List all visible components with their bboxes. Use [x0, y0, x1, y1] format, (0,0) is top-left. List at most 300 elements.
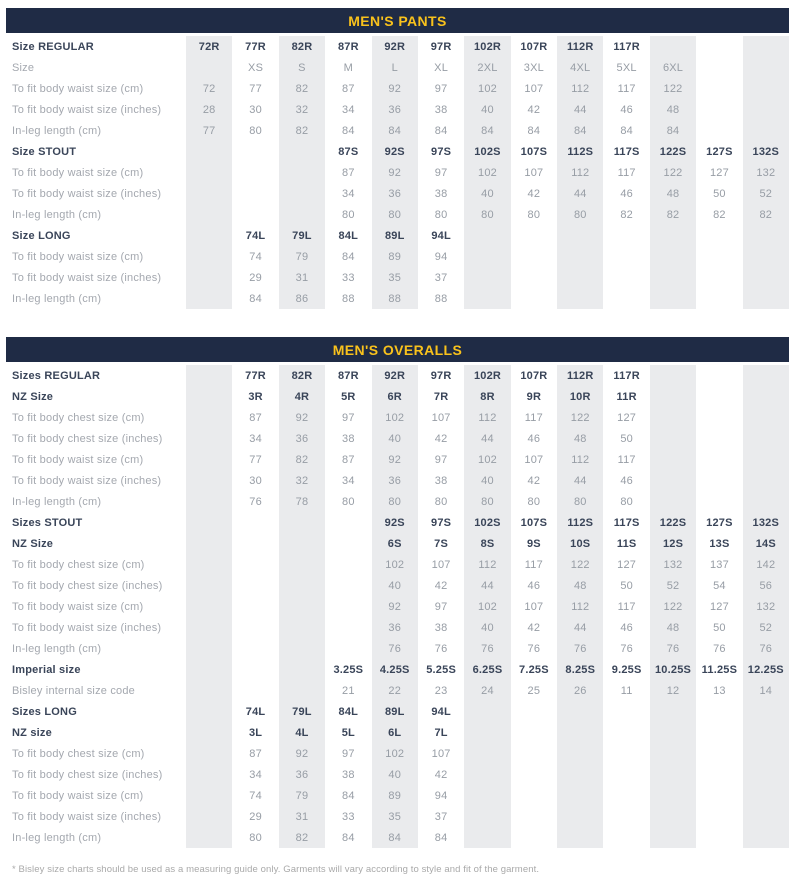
table-cell: 76 — [620, 642, 633, 655]
table-cell: 38 — [342, 432, 355, 445]
table-cell — [232, 617, 278, 638]
table-cell — [279, 575, 325, 596]
table-cell: 88 — [372, 288, 418, 309]
table-cell: 40 — [372, 428, 418, 449]
table-cell: 84 — [434, 124, 448, 137]
table-cell: 107 — [431, 411, 451, 424]
table-cell: 22 — [372, 680, 418, 701]
table-cell: 6L — [372, 722, 418, 743]
table-row — [6, 722, 789, 743]
table-cell: 77 — [249, 453, 262, 466]
table-cell: 76 — [557, 638, 603, 659]
row-label: To fit body waist size (cm) — [6, 162, 186, 183]
table-cell: 122 — [557, 407, 603, 428]
table-cell — [186, 246, 232, 267]
table-cell: 112R — [557, 36, 603, 57]
table-cell: 112 — [557, 596, 603, 617]
table-cell: 122S — [650, 512, 696, 533]
table-cell — [696, 743, 742, 764]
table-cell: 76 — [464, 638, 510, 659]
row-label: NZ Size — [6, 386, 186, 407]
table-cell — [186, 617, 232, 638]
table-cell — [232, 575, 278, 596]
table-cell: 38 — [434, 621, 448, 634]
row-label: Size REGULAR — [6, 36, 186, 57]
table-cell — [743, 36, 789, 57]
table-cell: 84 — [342, 124, 355, 137]
table-cell — [279, 659, 325, 680]
table-row — [6, 162, 789, 183]
table-cell: 76 — [650, 638, 696, 659]
table-cell: 25 — [527, 684, 541, 697]
table-cell: 87 — [342, 453, 355, 466]
row-label: In-leg length (cm) — [6, 204, 186, 225]
table-cell — [603, 722, 649, 743]
table-cell: 11.25S — [701, 663, 738, 676]
table-row — [6, 99, 789, 120]
table-cell — [279, 204, 325, 225]
table-cell: 11S — [616, 537, 637, 550]
table-row — [6, 246, 789, 267]
table-cell — [557, 827, 603, 848]
table-cell: 97 — [342, 747, 355, 760]
table-title: MEN'S OVERALLS — [332, 341, 463, 358]
table-cell: 84 — [527, 124, 541, 137]
table-cell — [464, 225, 510, 246]
table-cell: 14S — [743, 533, 789, 554]
table-cell — [325, 512, 371, 533]
table-cell: 132 — [743, 596, 789, 617]
table-cell — [232, 141, 278, 162]
table-cell: 117 — [617, 82, 636, 95]
table-cell: 30 — [249, 474, 262, 487]
table-cell — [743, 827, 789, 848]
table-cell — [557, 246, 603, 267]
table-cell — [743, 743, 789, 764]
table-cell: 107 — [431, 558, 451, 571]
table-cell: 52 — [743, 183, 789, 204]
table-cell: 38 — [434, 103, 448, 116]
table-cell: 44 — [557, 99, 603, 120]
table-cell: 80 — [557, 204, 603, 225]
table-cell — [650, 225, 696, 246]
table-cell — [186, 680, 232, 701]
table-cell: 84L — [338, 705, 359, 718]
table-cell: 31 — [279, 267, 325, 288]
table-cell — [650, 785, 696, 806]
table-cell — [464, 288, 510, 309]
table-cell: 79L — [279, 701, 325, 722]
table-cell: 76 — [249, 495, 262, 508]
table-cell — [186, 491, 232, 512]
table-cell — [186, 204, 232, 225]
table-cell — [186, 554, 232, 575]
table-cell: 35 — [372, 806, 418, 827]
table-cell: 80 — [249, 831, 262, 844]
table-cell: 30 — [249, 103, 262, 116]
table-cell: S — [279, 57, 325, 78]
table-cell — [232, 680, 278, 701]
table-cell: L — [372, 57, 418, 78]
table-cell — [696, 428, 742, 449]
table-cell — [464, 764, 510, 785]
table-cell: 80 — [249, 124, 262, 137]
table-cell: 80 — [342, 495, 355, 508]
table-row — [6, 225, 789, 246]
table-cell: 102 — [464, 78, 510, 99]
table-cell — [232, 638, 278, 659]
table-cell: 127S — [706, 145, 733, 158]
table-cell — [603, 785, 649, 806]
table-cell — [696, 722, 742, 743]
table-cell: 40 — [464, 617, 510, 638]
table-cell — [650, 491, 696, 512]
row-label: NZ Size — [6, 533, 186, 554]
table-row — [6, 120, 789, 141]
table-cell: 46 — [620, 621, 633, 634]
table-cell: 76 — [713, 642, 726, 655]
table-cell — [511, 827, 557, 848]
table-cell — [743, 491, 789, 512]
table-cell: 32 — [279, 470, 325, 491]
table-cell: 87 — [342, 82, 355, 95]
table-cell: 127S — [706, 516, 733, 529]
table-cell: 8.25S — [557, 659, 603, 680]
table-cell: 127 — [709, 600, 729, 613]
table-cell — [325, 575, 371, 596]
table-cell: 82 — [620, 208, 633, 221]
table-cell — [186, 722, 232, 743]
table-cell: 117R — [613, 369, 640, 382]
row-label: Imperial size — [6, 659, 186, 680]
table-cell — [186, 785, 232, 806]
table-cell — [511, 806, 557, 827]
row-label: To fit body waist size (inches) — [6, 470, 186, 491]
table-cell: 87R — [337, 40, 359, 53]
table-cell: 97 — [434, 600, 448, 613]
table-cell: 94 — [434, 789, 448, 802]
table-cell: 42 — [527, 621, 541, 634]
row-label: To fit body waist size (inches) — [6, 617, 186, 638]
table-cell: 142 — [743, 554, 789, 575]
table-cell — [557, 267, 603, 288]
table-cell — [511, 288, 557, 309]
table-cell: 80 — [434, 208, 448, 221]
table-cell — [696, 36, 742, 57]
table-row — [6, 288, 789, 309]
table-row — [6, 365, 789, 386]
table-cell: 10.25S — [650, 659, 696, 680]
table-cell — [557, 743, 603, 764]
table-cell: 84 — [434, 831, 448, 844]
table-row — [6, 407, 789, 428]
table-row — [6, 785, 789, 806]
table-cell: 46 — [620, 103, 633, 116]
table-cell — [650, 764, 696, 785]
row-label: To fit body chest size (inches) — [6, 764, 186, 785]
table-cell: 107 — [524, 166, 544, 179]
table-cell — [511, 743, 557, 764]
table-cell — [186, 162, 232, 183]
table-cell: 38 — [434, 474, 448, 487]
table-cell: 77R — [245, 369, 266, 382]
row-label: To fit body waist size (cm) — [6, 246, 186, 267]
table-cell — [186, 386, 232, 407]
table-cell: 34 — [249, 768, 262, 781]
table-cell: 92 — [279, 743, 325, 764]
table-cell: 40 — [464, 470, 510, 491]
table-row — [6, 36, 789, 57]
table-cell — [650, 449, 696, 470]
row-label: Bisley internal size code — [6, 680, 186, 701]
size-table — [6, 36, 789, 309]
table-cell: 102S — [464, 512, 510, 533]
table-cell — [696, 225, 742, 246]
table-cell: 122 — [650, 596, 696, 617]
table-cell: 87 — [342, 166, 355, 179]
table-cell: 72 — [186, 78, 232, 99]
row-label: Size STOUT — [6, 141, 186, 162]
table-cell: 40 — [372, 764, 418, 785]
table-cell — [743, 701, 789, 722]
table-cell: 84 — [372, 827, 418, 848]
table-cell: 76 — [527, 642, 541, 655]
row-label: In-leg length (cm) — [6, 638, 186, 659]
table-cell: 84L — [338, 229, 359, 242]
table-cell — [186, 288, 232, 309]
table-cell — [186, 743, 232, 764]
table-cell — [186, 428, 232, 449]
table-cell — [696, 120, 742, 141]
table-cell: 122 — [557, 554, 603, 575]
table-cell — [325, 533, 371, 554]
table-cell — [743, 722, 789, 743]
table-cell: 48 — [650, 617, 696, 638]
table-cell: 82R — [279, 36, 325, 57]
table-row — [6, 764, 789, 785]
table-cell: 97S — [431, 145, 452, 158]
table-cell — [743, 120, 789, 141]
table-cell: 112R — [557, 365, 603, 386]
table-cell — [743, 449, 789, 470]
table-cell — [650, 701, 696, 722]
table-cell: 7L — [434, 726, 448, 739]
table-cell: 50 — [713, 187, 726, 200]
row-label: To fit body waist size (cm) — [6, 596, 186, 617]
table-cell: 35 — [372, 267, 418, 288]
table-row — [6, 596, 789, 617]
table-cell: 29 — [249, 271, 262, 284]
table-cell: 88 — [434, 292, 448, 305]
table-cell: 82 — [279, 827, 325, 848]
table-cell — [603, 827, 649, 848]
table-cell: 80 — [620, 495, 633, 508]
table-cell — [696, 99, 742, 120]
table-cell: 12.25S — [743, 659, 789, 680]
table-cell: 82 — [650, 204, 696, 225]
table-cell: 89 — [372, 246, 418, 267]
table-cell: 32 — [279, 99, 325, 120]
table-cell: 89L — [372, 225, 418, 246]
table-cell — [650, 386, 696, 407]
table-cell: 92 — [372, 162, 418, 183]
table-cell: 89L — [372, 701, 418, 722]
table-cell: 87S — [338, 145, 359, 158]
table-cell: 74L — [245, 229, 266, 242]
table-cell — [186, 659, 232, 680]
table-cell: 36 — [372, 99, 418, 120]
table-cell — [186, 470, 232, 491]
table-cell — [232, 659, 278, 680]
table-cell — [696, 827, 742, 848]
table-cell: 36 — [372, 617, 418, 638]
table-cell — [743, 806, 789, 827]
table-cell — [696, 365, 742, 386]
table-cell: 82R — [279, 365, 325, 386]
table-row — [6, 680, 789, 701]
table-cell: 50 — [620, 432, 633, 445]
table-cell: 40 — [372, 575, 418, 596]
table-cell: 6R — [372, 386, 418, 407]
table-cell: 76 — [372, 638, 418, 659]
table-cell: 80 — [527, 208, 541, 221]
table-cell — [557, 785, 603, 806]
table-cell: 36 — [372, 183, 418, 204]
table-cell — [650, 827, 696, 848]
table-row — [6, 183, 789, 204]
table-cell: 48 — [557, 575, 603, 596]
table-cell: 112S — [557, 512, 603, 533]
table-row — [6, 57, 789, 78]
row-label: Sizes LONG — [6, 701, 186, 722]
table-cell: 79 — [279, 246, 325, 267]
table-cell: 23 — [434, 684, 448, 697]
table-cell — [186, 449, 232, 470]
table-cell: 80 — [434, 495, 448, 508]
table-cell: 10R — [557, 386, 603, 407]
table-cell — [603, 806, 649, 827]
table-cell: 94 — [434, 250, 448, 263]
table-cell — [279, 680, 325, 701]
table-cell: 117 — [524, 558, 543, 571]
table-cell: 4XL — [557, 57, 603, 78]
table-cell — [650, 246, 696, 267]
row-label: NZ size — [6, 722, 186, 743]
table-cell: 48 — [650, 183, 696, 204]
table-row — [6, 449, 789, 470]
table-cell: 112 — [464, 407, 510, 428]
table-cell: 84 — [464, 120, 510, 141]
table-cell: 84 — [620, 124, 633, 137]
table-cell — [650, 806, 696, 827]
table-cell: 36 — [372, 470, 418, 491]
table-cell: 10S — [557, 533, 603, 554]
table-cell: 84 — [372, 120, 418, 141]
table-cell — [743, 785, 789, 806]
table-row — [6, 491, 789, 512]
table-cell — [232, 162, 278, 183]
table-cell: 5L — [341, 726, 355, 739]
table-cell — [186, 764, 232, 785]
table-cell: 44 — [464, 575, 510, 596]
table-cell: 34 — [342, 103, 355, 116]
table-cell — [650, 365, 696, 386]
table-cell: 137 — [709, 558, 729, 571]
table-cell — [603, 288, 649, 309]
table-cell — [232, 533, 278, 554]
table-cell: 5.25S — [426, 663, 456, 676]
table-cell: 92S — [372, 512, 418, 533]
table-cell — [650, 470, 696, 491]
table-cell — [186, 225, 232, 246]
table-cell: 2XL — [464, 57, 510, 78]
table-cell — [696, 785, 742, 806]
row-label: In-leg length (cm) — [6, 288, 186, 309]
row-label: To fit body waist size (cm) — [6, 785, 186, 806]
table-cell: 14 — [743, 680, 789, 701]
table-cell: 87R — [337, 369, 359, 382]
table-cell: 6S — [372, 533, 418, 554]
table-cell: 11 — [620, 684, 633, 697]
table-cell — [696, 246, 742, 267]
table-cell: 132 — [650, 554, 696, 575]
table-cell: XL — [434, 61, 449, 74]
table-cell — [279, 141, 325, 162]
table-cell — [603, 764, 649, 785]
table-title-banner — [6, 337, 789, 362]
row-label: To fit body waist size (inches) — [6, 806, 186, 827]
table-cell: 84 — [342, 831, 355, 844]
table-cell — [511, 764, 557, 785]
table-cell — [186, 365, 232, 386]
row-label: To fit body waist size (cm) — [6, 78, 186, 99]
table-cell: 89 — [372, 785, 418, 806]
table-cell: 36 — [279, 428, 325, 449]
table-cell: 37 — [434, 810, 448, 823]
table-cell — [325, 554, 371, 575]
table-cell: 107R — [520, 369, 548, 382]
table-cell: 31 — [279, 806, 325, 827]
row-label: To fit body waist size (inches) — [6, 267, 186, 288]
table-cell: 42 — [527, 474, 541, 487]
table-cell: 92R — [372, 36, 418, 57]
table-cell — [186, 806, 232, 827]
table-cell: 97 — [434, 166, 448, 179]
table-cell: 37 — [434, 271, 448, 284]
table-cell — [743, 428, 789, 449]
table-cell — [557, 764, 603, 785]
size-table-section — [6, 337, 789, 848]
table-cell: 107 — [524, 453, 544, 466]
table-cell — [650, 428, 696, 449]
table-cell: 112 — [557, 449, 603, 470]
table-cell — [232, 183, 278, 204]
table-row — [6, 659, 789, 680]
table-cell — [603, 267, 649, 288]
table-cell: 54 — [713, 579, 726, 592]
row-label: Sizes STOUT — [6, 512, 186, 533]
table-cell: 74L — [245, 705, 266, 718]
table-row — [6, 386, 789, 407]
table-cell: 102 — [372, 554, 418, 575]
table-cell — [232, 512, 278, 533]
table-cell — [696, 764, 742, 785]
table-cell — [279, 617, 325, 638]
table-cell: 56 — [743, 575, 789, 596]
table-cell: 50 — [713, 621, 726, 634]
table-cell: 92 — [372, 78, 418, 99]
table-cell — [186, 57, 232, 78]
